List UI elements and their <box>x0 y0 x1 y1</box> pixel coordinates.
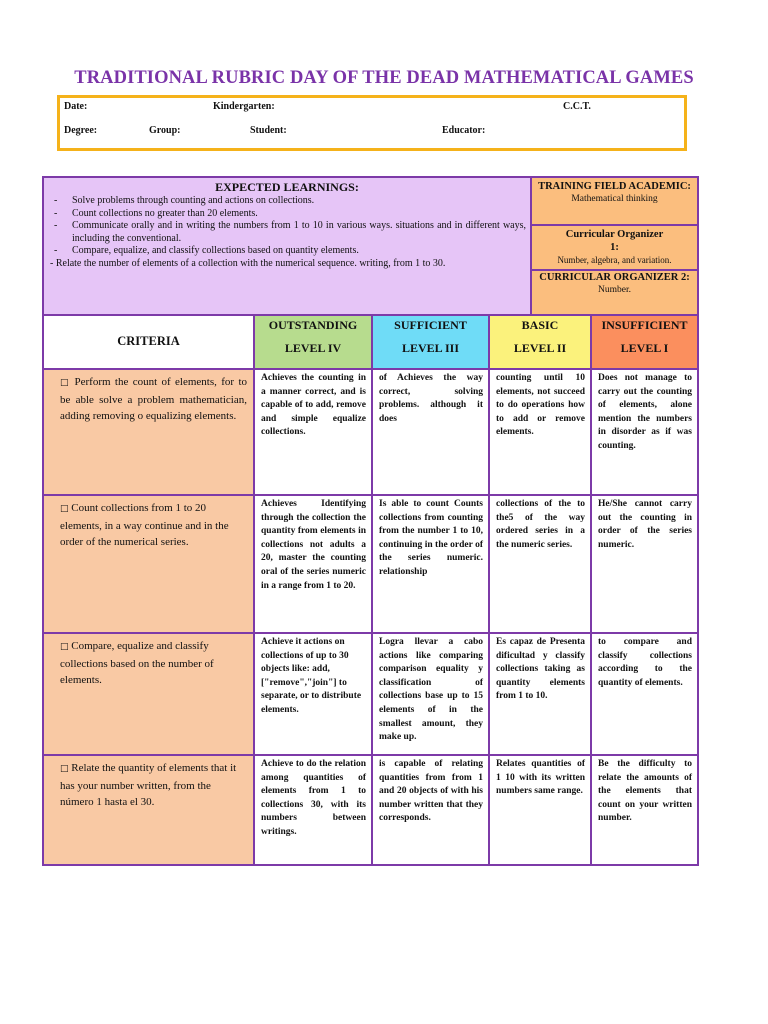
criterion-cell <box>44 370 255 496</box>
training-title: TRAINING FIELD ACADEMIC: <box>538 181 691 192</box>
level-name: BASIC <box>521 318 559 332</box>
criterion-text: Relate the quantity of elements that it has your number written, from the número 1 hasta el 30. <box>60 762 237 808</box>
level-ii-header <box>490 316 592 370</box>
cct-label: C.C.T. <box>563 101 591 112</box>
level-number: LEVEL I <box>620 341 669 355</box>
level-iii-cell: Logra llevar a cabo actions like comparing comparison equality y classification of collections base up to 15 elements of in the smallest amount, they make up. <box>373 634 490 756</box>
organizer2-title: CURRICULAR ORGANIZER 2: <box>539 272 690 283</box>
learning-list <box>48 195 526 258</box>
kindergarten-label: Kindergarten: <box>213 101 275 112</box>
level-iv-cell: Achieves the counting in a manner correct, and is capable of to add, remove and simple equalize collections. <box>255 370 373 496</box>
criterion-cell <box>44 756 255 866</box>
learning-last: - Relate the number of elements of a collection with the numerical sequence. writing, from 1 to 30. <box>50 257 446 269</box>
level-i-cell: to compare and classify collections according to the quantity of elements. <box>592 634 699 756</box>
organizer1-value: Number, algebra, and variation. <box>557 255 672 265</box>
curricular-organizer-1 <box>532 226 699 271</box>
level-ii-cell: Relates quantities of 1 10 with its written numbers same range. <box>490 756 592 866</box>
criterion-text: Compare, equalize and classify collections based on the number of elements. <box>60 640 214 686</box>
level-number: LEVEL IV <box>284 341 342 355</box>
criterion-cell <box>44 496 255 634</box>
organizer2-value: Number. <box>598 285 631 295</box>
level-iii-cell: Is able to count Counts collections from counting from the number 1 to 10, continuing in the order of the series numeric. relationship <box>373 496 490 634</box>
learning-item: - Solve problems through counting and actions on collections. <box>48 195 526 208</box>
student-label: Student: <box>250 125 287 136</box>
level-name: SUFFICIENT <box>394 318 467 332</box>
group-label: Group: <box>149 125 181 136</box>
criterion-text: Count collections from 1 to 20 elements, in a way continue and in the order of the numerical series. <box>60 502 229 548</box>
expected-heading: EXPECTED LEARNINGS: <box>215 180 359 194</box>
level-name: INSUFFICIENT <box>601 318 688 332</box>
checkbox-icon: □ <box>60 504 69 514</box>
level-iii-cell: of Achieves the way correct, solving problems. although it does <box>373 370 490 496</box>
level-iv-header <box>255 316 373 370</box>
level-i-cell: Be the difficulty to relate the amounts of the elements that count on your written number. <box>592 756 699 866</box>
educator-label: Educator: <box>442 125 486 136</box>
learning-item: - Count collections no greater than 20 elements. <box>48 208 526 221</box>
organizer1-title: Curricular Organizer 1: <box>565 229 664 253</box>
level-name: OUTSTANDING <box>268 318 358 332</box>
checkbox-icon: □ <box>60 642 69 652</box>
curricular-organizer-2 <box>532 271 699 316</box>
level-ii-cell: Es capaz de Presenta dificultad y classify collections taking as quantity elements from 1 to 10. <box>490 634 592 756</box>
checkbox-icon: □ <box>60 378 71 388</box>
expected-learnings <box>44 178 532 316</box>
student-info-box <box>57 95 687 151</box>
level-iv-cell: Achieve to do the relation among quantities of elements from 1 to collections 30, with its numbers between writings. <box>255 756 373 866</box>
level-iv-cell: Achieve it actions on collections of up to 30 objects like: add, ["remove","join"] to separate, or to distribute elements. <box>255 634 373 756</box>
level-i-cell: Does not manage to carry out the counting of elements, alone mention the numbers in disorder as if was counting. <box>592 370 699 496</box>
criteria-header: CRITERIA <box>44 316 255 370</box>
level-number: LEVEL II <box>513 341 567 355</box>
training-field <box>532 178 699 226</box>
level-ii-cell: collections of the to the5 of the way ordered series in a the numeric series. <box>490 496 592 634</box>
level-number: LEVEL III <box>401 341 460 355</box>
training-value: Mathematical thinking <box>571 194 658 204</box>
date-label: Date: <box>64 101 88 112</box>
level-iii-cell: is capable of relating quantities from from 1 and 20 objects of with his number written that they corresponds. <box>373 756 490 866</box>
level-iii-header <box>373 316 490 370</box>
degree-label: Degree: <box>64 125 98 136</box>
level-i-header <box>592 316 699 370</box>
criterion-text: Perform the count of elements, for to be able solve a problem mathematician, adding removing o equalizing elements. <box>60 376 247 422</box>
level-ii-cell: counting until 10 elements, not succeed to do operations how to add or remove elements. <box>490 370 592 496</box>
criterion-cell <box>44 634 255 756</box>
level-iv-cell: Achieves Identifying through the collection the quantity from elements in collections not adults a 20, master the counting oral of the series numeric in a range from 1 to 20. <box>255 496 373 634</box>
page-title: TRADITIONAL RUBRIC DAY OF THE DEAD MATHEMATICAL GAMES <box>74 68 694 88</box>
level-i-cell: He/She cannot carry out the counting in order of the series numeric. <box>592 496 699 634</box>
rubric-table <box>42 176 699 866</box>
learning-item: - Compare, equalize, and classify collections based on quantity elements. <box>48 245 526 258</box>
learning-item: - Communicate orally and in writing the numbers from 1 to 10 in various ways. situations and in different ways, including the conventional. <box>48 220 526 245</box>
checkbox-icon: □ <box>60 764 69 774</box>
